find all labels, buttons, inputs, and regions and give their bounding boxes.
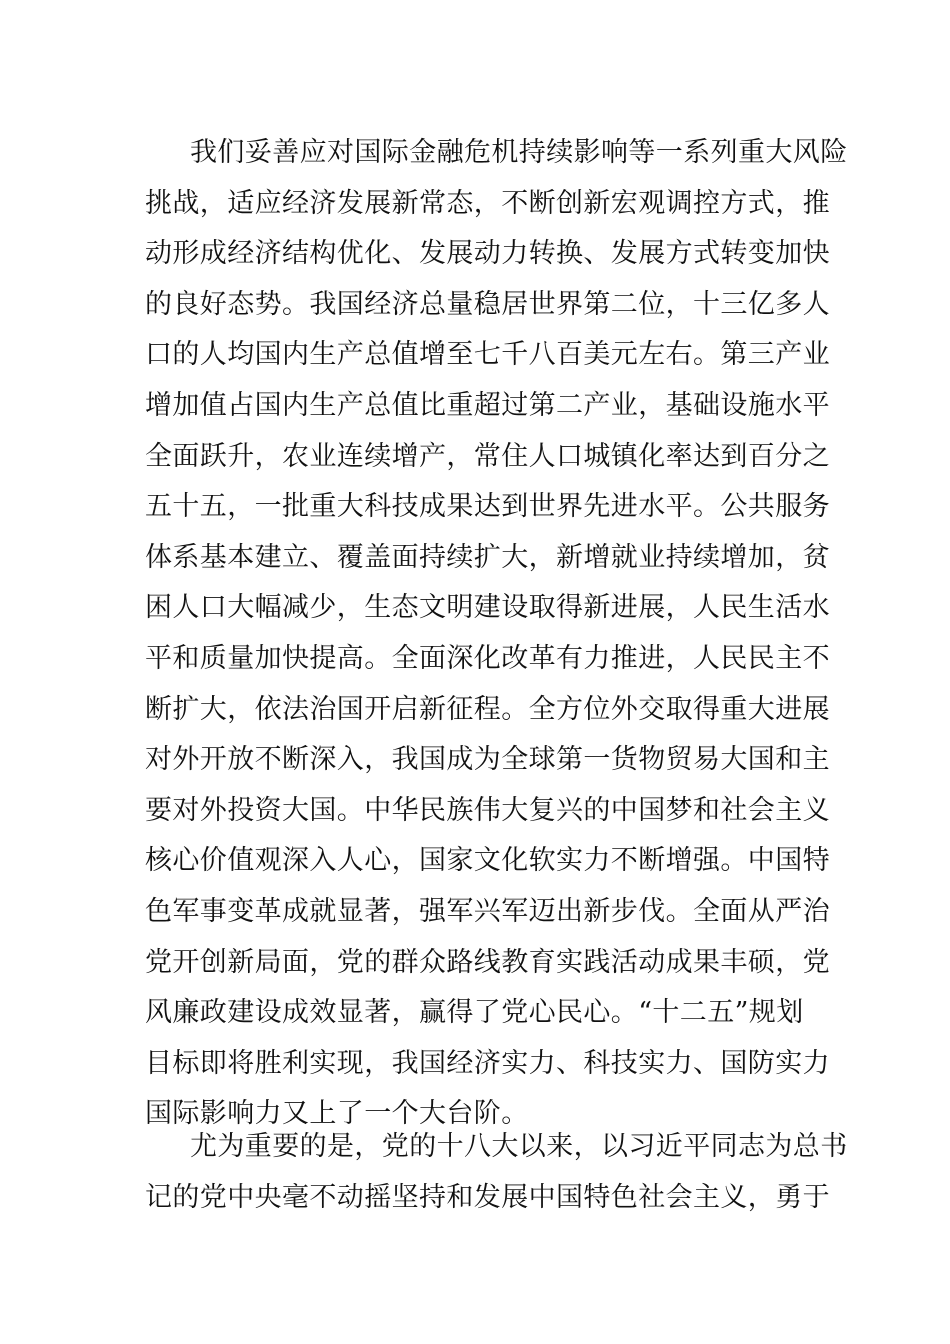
text-line: 要对外投资大国。中华民族伟大复兴的中国梦和社会主义	[145, 794, 830, 826]
text-line: 党开创新局面，党的群众路线教育实践活动成果丰硕，党	[145, 946, 830, 978]
text-line: 体系基本建立、覆盖面持续扩大，新增就业持续增加，贫	[145, 541, 830, 573]
text-line: 色军事变革成就显著，强军兴军迈出新步伐。全面从严治	[145, 895, 830, 927]
text-line: 平和质量加快提高。全面深化改革有力推进，人民民主不	[145, 642, 830, 674]
text-line: 挑战，适应经济发展新常态，不断创新宏观调控方式，推	[145, 187, 830, 219]
paragraph-2	[145, 1122, 848, 1223]
text-line: 核心价值观深入人心，国家文化软实力不断增强。中国特	[145, 845, 830, 877]
text-line: 我们妥善应对国际金融危机持续影响等一系列重大风险	[190, 137, 848, 168]
text-line: 动形成经济结构优化、发展动力转换、发展方式转变加快	[145, 238, 830, 270]
text-line: 增加值占国内生产总值比重超过第二产业，基础设施水平	[145, 389, 830, 421]
text-line: 的良好态势。我国经济总量稳居世界第二位，十三亿多人	[145, 288, 830, 320]
text-line: 尤为重要的是，党的十八大以来，以习近平同志为总书	[190, 1131, 848, 1162]
text-line: 记的党中央毫不动摇坚持和发展中国特色社会主义，勇于	[145, 1181, 830, 1213]
text-line: 断扩大，依法治国开启新征程。全方位外交取得重大进展	[145, 693, 830, 725]
text-line: 口的人均国内生产总值增至七千八百美元左右。第三产业	[145, 339, 830, 371]
text-line: 全面跃升，农业连续增产，常住人口城镇化率达到百分之	[145, 440, 830, 472]
text-line: 五十五，一批重大科技成果达到世界先进水平。公共服务	[145, 491, 830, 523]
text-line: 目标即将胜利实现，我国经济实力、科技实力、国防实力	[145, 1047, 830, 1079]
text-line: 对外开放不断深入，我国成为全球第一货物贸易大国和主	[145, 744, 830, 776]
paragraph-1	[145, 128, 848, 1140]
text-line: 困人口大幅减少，生态文明建设取得新进展，人民生活水	[145, 592, 830, 624]
text-line: 风廉政建设成效显著，赢得了党心民心。“十二五”规划	[145, 997, 804, 1029]
text-line: 国际影响力又上了一个大台阶。	[145, 1098, 529, 1130]
